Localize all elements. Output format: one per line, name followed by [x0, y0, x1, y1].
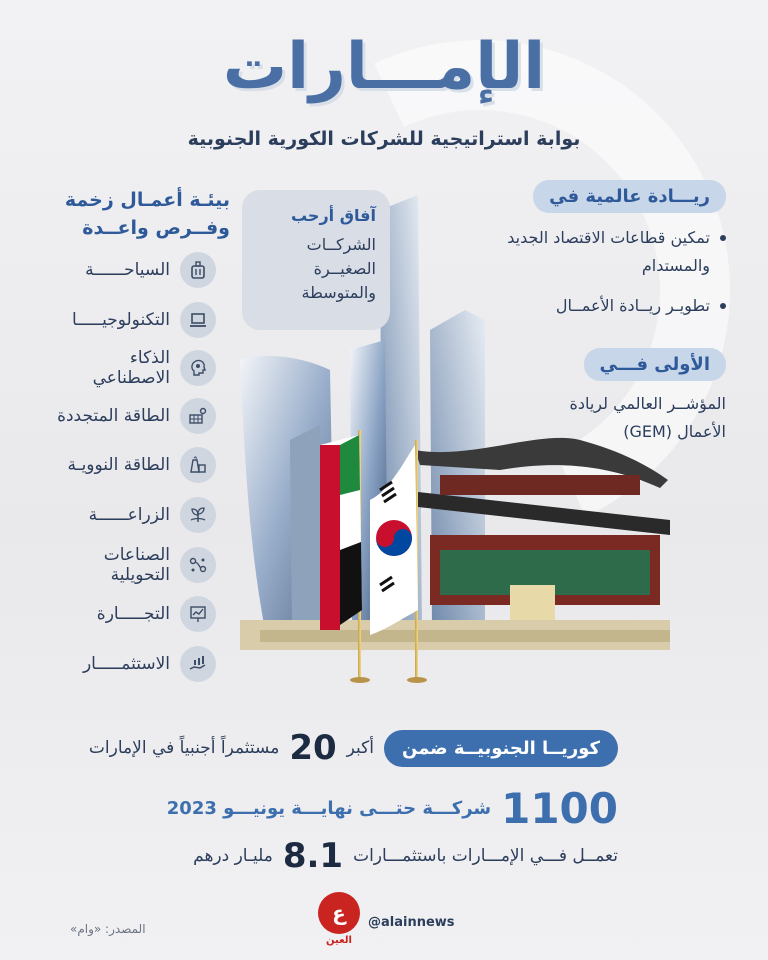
- alain-logo: [318, 892, 360, 934]
- stat1-suffix: مستثمراً أجنبياً في الإمارات: [88, 738, 280, 758]
- stat-row-1: [89, 728, 618, 768]
- sector-manufacturing: [38, 545, 216, 585]
- stat2-number: 1100: [501, 784, 618, 833]
- bullet-entrepreneurship: تطويـر ريــادة الأعمــال: [476, 292, 726, 320]
- plant-icon: [180, 497, 216, 533]
- sector-label: الطاقة النوويـة: [67, 455, 170, 475]
- sector-tourism: [38, 250, 216, 290]
- ai-head-icon: [180, 350, 216, 386]
- source-credit: المصدر: «وام»: [70, 922, 146, 936]
- sector-investment: [38, 644, 216, 684]
- chart-board-icon: [180, 596, 216, 632]
- stat3-number: 8.1: [282, 836, 344, 876]
- stat1-prefix: أكبر: [346, 738, 374, 758]
- page-title: الإمـــارات: [222, 30, 546, 104]
- investment-hand-icon: [180, 646, 216, 682]
- sector-technology: [38, 300, 216, 340]
- luggage-icon: [180, 252, 216, 288]
- sector-renewable-energy: [38, 396, 216, 436]
- first-in-badge: الأولى فـــي: [584, 348, 726, 381]
- stat-row-2: [167, 784, 618, 833]
- sector-label: التكنولوجيـــــا: [71, 310, 170, 330]
- business-environment-title: بيئـة أعمـال زخمة وفــرص واعــدة: [64, 189, 230, 239]
- laptop-icon: [180, 302, 216, 338]
- sme-card: [242, 190, 390, 330]
- sector-label: السياحــــــة: [85, 260, 170, 280]
- sector-agriculture: [38, 495, 216, 535]
- stat2-text: شركـــة حتـــى نهايـــة يونيـــو 2023: [166, 798, 492, 819]
- korea-among-pill: كوريــا الجنوبيــة ضمن: [384, 730, 618, 767]
- stat3-suffix: مليـار درهم: [193, 846, 273, 866]
- logo-glyph: ع: [332, 901, 346, 925]
- social-handle[interactable]: @alainnews: [368, 915, 455, 930]
- sector-label: التجـــــارة: [96, 604, 170, 624]
- bullet-new-economy: تمكين قطاعات الاقتصاد الجديد والمستدام: [476, 224, 726, 280]
- stat-row-3: [193, 836, 618, 876]
- sector-label: الطاقة المتجددة: [57, 406, 170, 426]
- page-subtitle: بوابة استراتيجية للشركات الكورية الجنوبية: [187, 128, 581, 150]
- gear-flow-icon: [180, 547, 216, 583]
- gem-index-text: المؤشــر العالمي لريادة الأعمال (GEM): [569, 394, 726, 441]
- sme-heading: آفاق أرحب: [290, 206, 376, 225]
- sme-body: الشركــات الصغيــرة والمتوسطة: [301, 235, 376, 302]
- sector-label: الزراعــــــة: [88, 505, 170, 525]
- stat3-prefix: تعمــل فـــي الإمـــارات باستثمـــارات: [353, 846, 618, 866]
- nuclear-plant-icon: [180, 447, 216, 483]
- global-leadership-badge: ريـــادة عالمية في: [533, 180, 726, 213]
- sector-trade: [38, 594, 216, 634]
- solar-panel-icon: [180, 398, 216, 434]
- sector-ai: [38, 348, 216, 388]
- stat1-number: 20: [289, 728, 337, 768]
- sector-label: الذكاء الاصطناعي: [92, 348, 170, 388]
- logo-text: العين: [326, 935, 352, 946]
- sector-nuclear-energy: [38, 445, 216, 485]
- sector-label: الصناعات التحويلية: [103, 545, 170, 585]
- sector-label: الاستثمـــــار: [82, 654, 170, 674]
